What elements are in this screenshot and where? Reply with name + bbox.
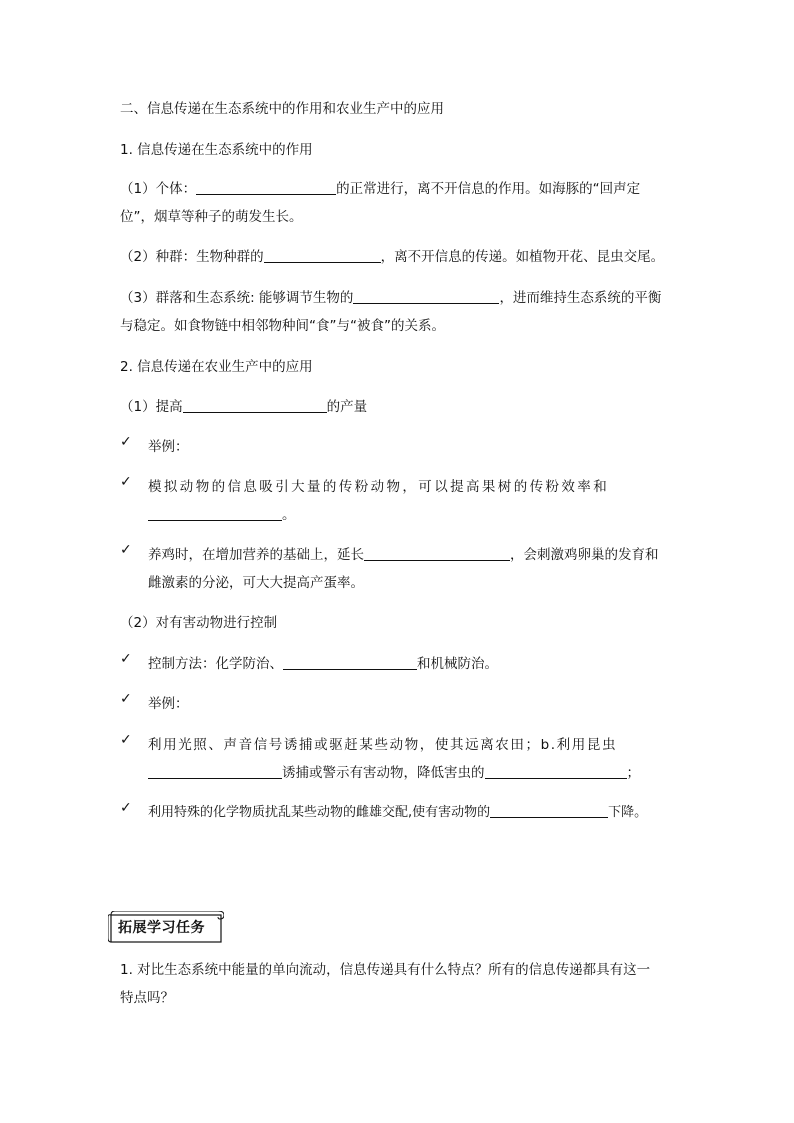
banner-title: 拓展学习任务 xyxy=(118,920,205,936)
community-blank[interactable] xyxy=(353,289,499,304)
improve-line xyxy=(120,395,367,415)
checkmark-icon: ✓ xyxy=(120,691,132,707)
improve-blank[interactable] xyxy=(183,398,327,413)
individual-prefix: （1）个体： xyxy=(120,181,197,197)
chemical-blank[interactable] xyxy=(490,803,608,818)
light-blank-2[interactable] xyxy=(485,764,627,779)
individual-line xyxy=(120,177,640,197)
control-methods-line xyxy=(148,652,498,672)
chemical-line xyxy=(148,801,647,820)
checkmark-icon: ✓ xyxy=(120,542,132,558)
chicken-blank[interactable] xyxy=(364,546,510,561)
light-line1: 利用光照、声音信号诱捕或驱赶某些动物，使其远离农田；b.利用昆虫 xyxy=(148,737,618,753)
control-methods-blank[interactable] xyxy=(283,655,417,670)
light-mid: 诱捕或警示有害动物，降低害虫的 xyxy=(282,765,485,781)
question1-line2: 特点吗？ xyxy=(120,990,174,1006)
light-line2 xyxy=(148,761,640,781)
section-title: 二、信息传递在生态系统中的作用和农业生产中的应用 xyxy=(120,101,444,117)
chicken-line1 xyxy=(148,543,659,563)
population-prefix: （2）种群：生物种群的 xyxy=(120,249,264,265)
community-prefix: （3）群落和生态系统: 能够调节生物的 xyxy=(120,290,354,306)
improve-prefix: （1）提高 xyxy=(120,399,183,415)
control-methods-prefix: 控制方法：化学防治、 xyxy=(148,656,283,672)
individual-line2: 位”，烟草等种子的萌发生长。 xyxy=(120,209,303,225)
population-suffix: ，离不开信息的传递。如植物开花、昆虫交尾。 xyxy=(380,249,665,265)
chicken-line2: 雌激素的分泌，可大大提高产蛋率。 xyxy=(148,575,364,591)
example-label-1: 举例： xyxy=(148,439,189,455)
population-line xyxy=(120,245,664,265)
part2-heading: 2. 信息传递在农业生产中的应用 xyxy=(120,359,313,375)
part1-heading: 1. 信息传递在生态系统中的作用 xyxy=(120,142,313,158)
community-line2: 与稳定。如食物链中相邻物种间“食”与“被食”的关系。 xyxy=(120,318,445,334)
control-heading: （2）对有害动物进行控制 xyxy=(120,615,278,631)
checkmark-icon: ✓ xyxy=(120,474,132,490)
community-line xyxy=(120,286,661,306)
checkmark-icon: ✓ xyxy=(120,651,132,667)
example-label-2: 举例： xyxy=(148,696,189,712)
pollinate-blank[interactable] xyxy=(148,506,282,521)
question1-line1: 1. 对比生态系统中能量的单向流动，信息传递具有什么特点？所有的信息传递都具有这一 xyxy=(120,962,651,978)
checkmark-icon: ✓ xyxy=(120,434,132,450)
chicken-prefix: 养鸡时，在增加营养的基础上，延长 xyxy=(148,547,364,563)
chemical-prefix: 利用特殊的化学物质扰乱某些动物的雌雄交配,使有害动物的 xyxy=(148,805,491,820)
extension-banner xyxy=(108,911,222,941)
individual-suffix: 的正常进行，离不开信息的作用。如海豚的“回声定 xyxy=(336,181,641,197)
chemical-suffix: 下降。 xyxy=(608,805,648,820)
community-suffix: ，进而维持生态系统的平衡 xyxy=(499,290,662,306)
checkmark-icon: ✓ xyxy=(120,732,132,748)
control-methods-suffix: 和机械防治。 xyxy=(417,656,498,672)
pollinate-suffix: 。 xyxy=(282,507,296,523)
individual-blank[interactable] xyxy=(196,180,336,195)
improve-suffix: 的产量 xyxy=(326,399,368,415)
population-blank[interactable] xyxy=(264,248,381,263)
pollinate-line2 xyxy=(148,503,296,523)
light-blank-1[interactable] xyxy=(148,764,282,779)
checkmark-icon: ✓ xyxy=(120,800,132,816)
chicken-suffix: ，会刺激鸡卵巢的发育和 xyxy=(510,547,659,563)
light-end: ； xyxy=(626,765,640,781)
pollinate-line1: 模拟动物的信息吸引大量的传粉动物，可以提高果树的传粉效率和 xyxy=(148,479,610,495)
